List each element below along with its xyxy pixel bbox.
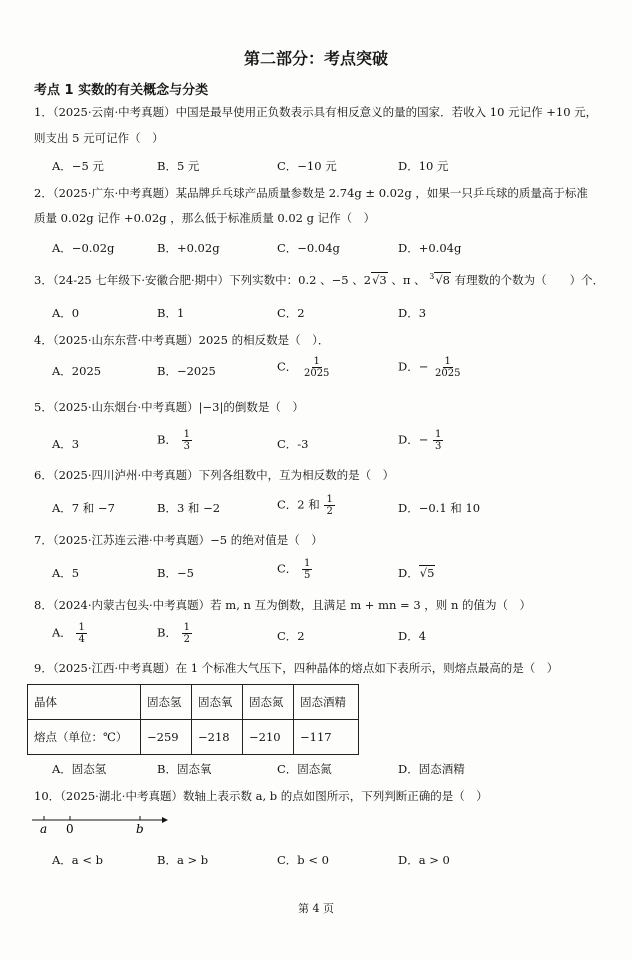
q8-option-a-fraction xyxy=(76,622,86,645)
q5-option-b-label: B． xyxy=(157,432,177,447)
q9-option-c: C．固态氮 xyxy=(277,762,332,776)
q2-option-c: C．−0.04g xyxy=(277,241,340,255)
q3-sqrt-b: √8 xyxy=(435,273,450,287)
q4-option-c-numerator: 1 xyxy=(313,356,320,367)
q6-option-b: B．3 和 −2 xyxy=(157,501,221,515)
q7-option-d xyxy=(398,565,435,581)
q5-option-b xyxy=(157,429,193,452)
table-cell: 熔点（单位：℃） xyxy=(28,720,141,755)
q4-option-c-fraction xyxy=(302,356,331,379)
q5-option-b-denominator: 3 xyxy=(183,441,190,452)
q6-option-c-numerator: 1 xyxy=(326,494,333,505)
q3-root-index: 3 xyxy=(429,272,435,282)
q7-option-a: A．5 xyxy=(52,566,80,580)
q2-option-d: D．+0.04g xyxy=(398,241,462,255)
q3-sqrt-b-value: 8 xyxy=(442,273,450,287)
q5-option-d-numerator: 1 xyxy=(435,429,442,440)
q3-option-a: A．0 xyxy=(52,306,80,320)
q8-option-a xyxy=(52,622,88,645)
section-title: 考点 1 实数的有关概念与分类 xyxy=(34,83,209,98)
q8-option-a-denominator: 4 xyxy=(78,634,85,645)
q9-stem: 9．（2025·江西·中考真题）在 1 个标准大气压下，四种晶体的熔点如下表所示，则熔点最高的是（ ） xyxy=(34,661,559,675)
q5-option-b-fraction xyxy=(182,429,192,452)
number-line-label-a: a xyxy=(40,822,48,836)
q7-option-c-fraction xyxy=(302,558,312,581)
q3-option-c: C．2 xyxy=(277,306,305,320)
table-row xyxy=(28,685,359,720)
q5-option-d-fraction xyxy=(433,429,443,452)
q7-option-d-sqrt-value: 5 xyxy=(427,566,435,580)
q6-option-c-denominator: 2 xyxy=(326,506,333,517)
q8-option-b-label: B． xyxy=(157,625,177,640)
q2-stem-line2: 质量 0.02g 记作 +0.02g ，那么低于标准质量 0.02 g 记作（ ） xyxy=(34,211,376,225)
q3-sqrt-a-value: 3 xyxy=(379,273,387,287)
q5-stem-part-b: 的倒数是（ ） xyxy=(223,400,304,414)
q4-option-c xyxy=(277,356,332,379)
q7-option-c-denominator: 5 xyxy=(303,570,311,581)
q3-stem xyxy=(34,272,604,288)
q1-option-c: C．−10 元 xyxy=(277,159,337,173)
q6-stem: 6．（2025·四川泸州·中考真题）下列各组数中，互为相反数的是（ ） xyxy=(34,468,395,482)
q9-option-a: A．固态氢 xyxy=(52,762,107,776)
q10-option-b: B．a > b xyxy=(157,853,209,867)
q6-option-c xyxy=(277,494,336,517)
q10-option-c: C．b < 0 xyxy=(277,853,329,867)
q10-option-d: D．a > 0 xyxy=(398,853,450,867)
table-cell: −218 xyxy=(192,720,243,755)
q3-stem-part-c: 有理数的个数为（ ）个． xyxy=(454,273,605,287)
q7-option-c-numerator: 1 xyxy=(303,558,311,569)
q4-option-d-numerator: 1 xyxy=(444,356,451,367)
q9-option-b: B．固态氧 xyxy=(157,762,212,776)
q7-stem: 7．（2025·江苏连云港·中考真题）−5 的绝对值是（ ） xyxy=(34,533,323,547)
q8-option-d: D．4 xyxy=(398,629,427,643)
q5-option-d-denominator: 3 xyxy=(435,441,442,452)
q3-option-d: D．3 xyxy=(398,306,427,320)
q10-option-a: A．a < b xyxy=(52,853,103,867)
q4-option-a: A．2025 xyxy=(52,364,102,378)
q6-option-c-fraction xyxy=(324,494,334,517)
q5-stem xyxy=(34,399,304,415)
melting-point-table xyxy=(27,684,359,755)
q4-option-d xyxy=(398,356,463,379)
q1-stem-line1: 1．（2025·云南·中考真题）中国是最早使用正负数表示具有相反意义的量的国家．若收入 10 元记作 +10 元， xyxy=(34,105,598,119)
q5-stem-part-a: 5．（2025·山东烟台·中考真题） xyxy=(34,400,199,414)
q5-option-d xyxy=(398,429,444,452)
table-header-cell: 固态氮 xyxy=(243,685,294,720)
q1-stem-line2: 则支出 5 元可记作（ ） xyxy=(34,131,164,145)
table-cell: −259 xyxy=(141,720,192,755)
q4-option-b: B．−2025 xyxy=(157,364,216,378)
q5-absolute-value: |−3| xyxy=(198,400,224,414)
q7-option-c-label: C． xyxy=(277,561,298,576)
q8-option-b xyxy=(157,622,193,645)
q8-option-b-denominator: 2 xyxy=(183,634,190,645)
q1-option-b: B．5 元 xyxy=(157,159,200,173)
q8-option-c: C．2 xyxy=(277,629,305,643)
q2-stem-line1: 2．（2025·广东·中考真题）某品牌乒乓球产品质量参数是 2.74g ± 0.02g ，如果一只乒乓球的质量高于标准 xyxy=(34,186,588,200)
number-line-label-b: b xyxy=(136,822,144,836)
q10-stem: 10．（2025·湖北·中考真题）数轴上表示数 a, b 的点如图所示，下列判断正确的是（ ） xyxy=(34,789,488,803)
q5-option-a: A．3 xyxy=(52,437,80,451)
page-number: 第 4 页 xyxy=(298,902,334,915)
q5-option-d-label: D．− xyxy=(398,432,429,447)
q4-option-d-denominator: 2025 xyxy=(435,368,461,379)
q5-option-b-numerator: 1 xyxy=(183,429,190,440)
q1-option-a: A．−5 元 xyxy=(52,159,104,173)
table-header-cell: 晶体 xyxy=(28,685,141,720)
q5-option-c: C．-3 xyxy=(277,437,309,451)
q8-option-a-numerator: 1 xyxy=(78,622,85,633)
q8-option-b-numerator: 1 xyxy=(183,622,190,633)
q3-sqrt-a: √3 xyxy=(372,273,387,287)
q8-option-b-fraction xyxy=(182,622,192,645)
page-title: 第二部分：考点突破 xyxy=(243,49,388,68)
q2-option-a: A．−0.02g xyxy=(52,241,115,255)
table-header-cell: 固态氧 xyxy=(192,685,243,720)
q6-option-d: D．−0.1 和 10 xyxy=(398,501,481,515)
q7-option-b: B．−5 xyxy=(157,566,194,580)
q7-option-c xyxy=(277,558,313,581)
q4-stem: 4．（2025·山东东营·中考真题）2025 的相反数是（ ）． xyxy=(34,333,330,347)
q1-option-d: D．10 元 xyxy=(398,159,449,173)
number-line-arrow-icon xyxy=(162,817,168,823)
q9-option-d: D．固态酒精 xyxy=(398,762,465,776)
q6-option-c-label: C．2 和 xyxy=(277,497,320,512)
number-line-label-0: 0 xyxy=(66,822,74,836)
q4-option-d-fraction xyxy=(433,356,462,379)
q3-stem-part-a: 3．（24-25 七年级下·安徽合肥·期中）下列实数中：0.2 、−5 、2 xyxy=(34,273,372,287)
table-header-cell: 固态氢 xyxy=(141,685,192,720)
q7-option-d-sqrt: √5 xyxy=(419,566,435,580)
q4-option-c-denominator: 2025 xyxy=(303,368,330,379)
q7-option-d-label: D． xyxy=(398,566,419,580)
number-line xyxy=(30,812,170,838)
q6-option-a: A．7 和 −7 xyxy=(52,501,115,515)
table-row xyxy=(28,720,359,755)
table-header-cell: 固态酒精 xyxy=(294,685,359,720)
q3-option-b: B．1 xyxy=(157,306,185,320)
q4-option-d-label: D．− xyxy=(398,359,429,374)
q8-stem: 8．（2024·内蒙古包头·中考真题）若 m, n 互为倒数，且满足 m + mn = 3 ，则 n 的值为（ ） xyxy=(34,598,532,612)
table-cell: −117 xyxy=(294,720,359,755)
q2-option-b: B．+0.02g xyxy=(157,241,220,255)
q8-option-a-label: A． xyxy=(52,625,72,640)
table-cell: −210 xyxy=(243,720,294,755)
q3-stem-part-b: 、π 、 xyxy=(391,273,426,287)
q4-option-c-label: C． xyxy=(277,359,298,374)
